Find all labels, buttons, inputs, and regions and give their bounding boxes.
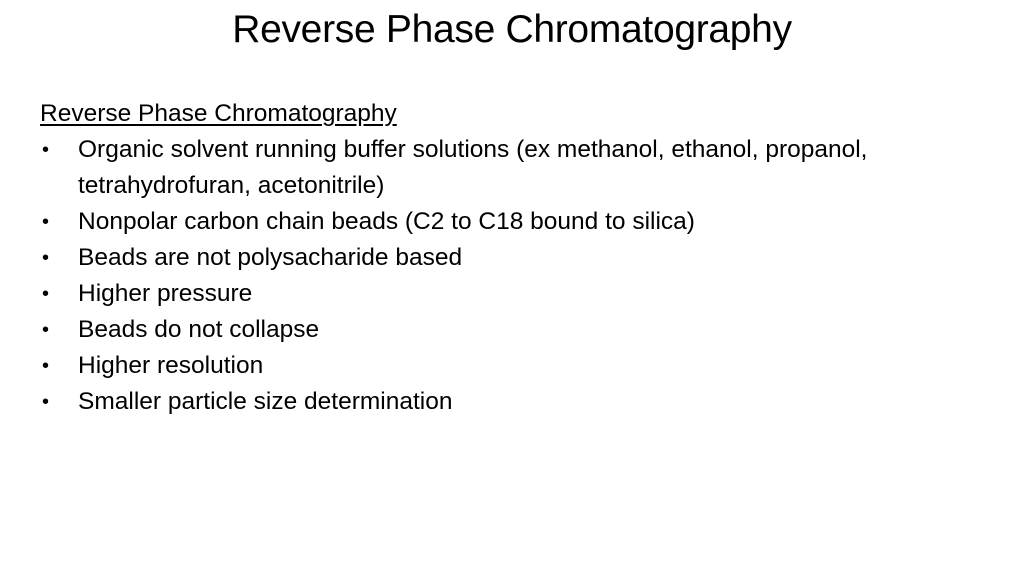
bullet-icon: • — [42, 247, 50, 269]
bullet-icon: • — [42, 355, 50, 377]
bullet-text: Beads do not collapse — [78, 316, 320, 343]
bullet-item-nonpolar-beads — [40, 204, 978, 240]
slide-body — [40, 96, 1000, 420]
section-heading: Reverse Phase Chromatography — [40, 100, 397, 127]
bullet-item-particle-size — [40, 384, 978, 420]
bullet-text: Beads are not polysacharide based — [78, 244, 463, 271]
bullet-text: Nonpolar carbon chain beads (C2 to C18 bound to silica) — [78, 208, 695, 235]
bullet-icon: • — [42, 391, 50, 413]
bullet-text: Higher pressure — [78, 280, 253, 307]
bullet-item-higher-resolution — [40, 348, 978, 384]
bullet-text: Organic solvent running buffer solutions (ex methanol, ethanol, propanol, tetrahydrofuran, acetonitrile) — [78, 136, 868, 199]
bullet-item-higher-pressure — [40, 276, 978, 312]
bullet-icon: • — [42, 319, 50, 341]
bullet-icon: • — [42, 283, 50, 305]
bullet-item-no-collapse — [40, 312, 978, 348]
bullet-icon: • — [42, 139, 50, 161]
bullet-list — [40, 132, 1000, 420]
bullet-text: Smaller particle size determination — [78, 388, 453, 415]
bullet-item-not-polysaccharide — [40, 240, 978, 276]
bullet-item-organic-solvent — [40, 132, 978, 204]
slide-title: Reverse Phase Chromatography — [232, 8, 792, 51]
bullet-icon: • — [42, 211, 50, 233]
bullet-text: Higher resolution — [78, 352, 264, 379]
